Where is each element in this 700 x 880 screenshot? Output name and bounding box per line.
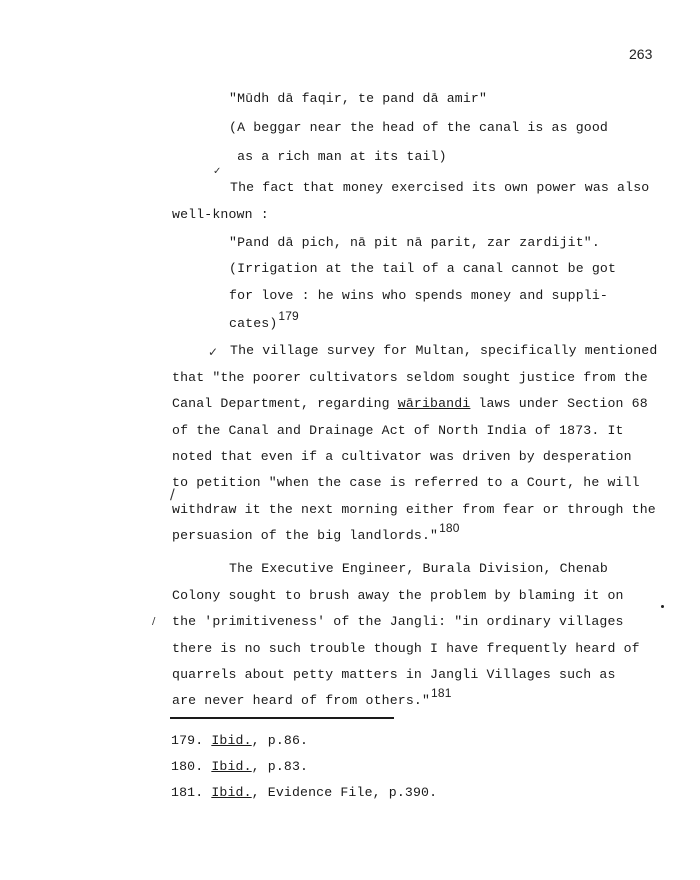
paragraph-2-line-2: that "the poorer cultivators seldom sought justice from the [172,370,648,385]
footnote-ibid: Ibid. [211,785,252,800]
stray-dot [661,605,664,608]
proverb-2-translation-line-3 [229,309,299,331]
paragraph-2-line-5: noted that even if a cultivator was driven by desperation [172,449,632,464]
paragraph-2-line-4: of the Canal and Drainage Act of North India of 1873. It [172,423,624,438]
paragraph-2-line-3 [172,396,648,411]
paragraph-3-line-6 [172,686,452,708]
footnote-number: 179. [171,733,204,748]
footnote-181 [171,785,437,800]
proverb-2-original: "Pand dā pich, nā pit nā parit, zar zardijit". [229,235,600,250]
footnote-ibid: Ibid. [211,759,252,774]
footnote-number: 180. [171,759,204,774]
paragraph-3-line-3: the 'primitiveness' of the Jangli: "in ordinary villages [172,614,624,629]
footnote-divider [170,717,394,719]
paragraph-1-line-1: The fact that money exercised its own power was also [230,180,650,195]
page-number: 263 [629,46,653,62]
paragraph-2-line-1: The village survey for Multan, specifically mentioned [230,343,658,358]
paragraph-3-line-2: Colony sought to brush away the problem by blaming it on [172,588,624,603]
paragraph-3-line-6-text: are never heard of from others." [172,693,431,708]
proverb-1-original: "Mūdh dā faqir, te pand dā amir" [229,91,488,106]
proverb-2-translation-line-1: (Irrigation at the tail of a canal cannot be got [229,261,617,276]
margin-slash-mark-icon: / [170,487,175,503]
paragraph-2-line-8-text: persuasion of the big landlords." [172,528,439,543]
paragraph-2-line-3-start: Canal Department, regarding [172,396,398,411]
margin-slash-mark-icon: / [152,616,156,627]
paragraph-2-line-8 [172,521,460,543]
footnote-ref-181: 181 [431,686,452,700]
footnote-citation: , p.86. [251,733,309,748]
paragraph-2-line-7: withdraw it the next morning either from fear or through the [172,502,656,517]
footnote-citation: , Evidence File, p.390. [251,785,438,800]
margin-check-mark-icon: ✓ [213,166,222,177]
paragraph-2-line-6: to petition "when the case is referred to a Court, he will [172,475,640,490]
proverb-1-translation-line-2: as a rich man at its tail) [229,149,447,164]
proverb-2-translation-line-2: for love : he wins who spends money and suppli- [229,288,608,303]
underlined-term-waribandi: wāribandi [397,396,471,411]
footnote-citation: , p.83. [251,759,309,774]
proverb-1-translation-line-1: (A beggar near the head of the canal is as good [229,120,608,135]
footnote-179 [171,733,308,748]
footnote-ref-180: 180 [439,521,460,535]
paragraph-1-line-2: well-known : [172,207,269,222]
paragraph-2-line-3-end: laws under Section 68 [470,396,648,411]
proverb-2-text: cates) [229,316,278,331]
paragraph-3-line-5: quarrels about petty matters in Jangli Villages such as [172,667,616,682]
footnote-180 [171,759,308,774]
footnote-number: 181. [171,785,204,800]
footnote-ref-179: 179 [278,309,299,323]
footnote-ibid: Ibid. [211,733,252,748]
paragraph-3-line-4: there is no such trouble though I have frequently heard of [172,641,640,656]
paragraph-3-line-1: The Executive Engineer, Burala Division, Chenab [229,561,608,576]
margin-check-mark-icon: ✓ [208,345,219,359]
